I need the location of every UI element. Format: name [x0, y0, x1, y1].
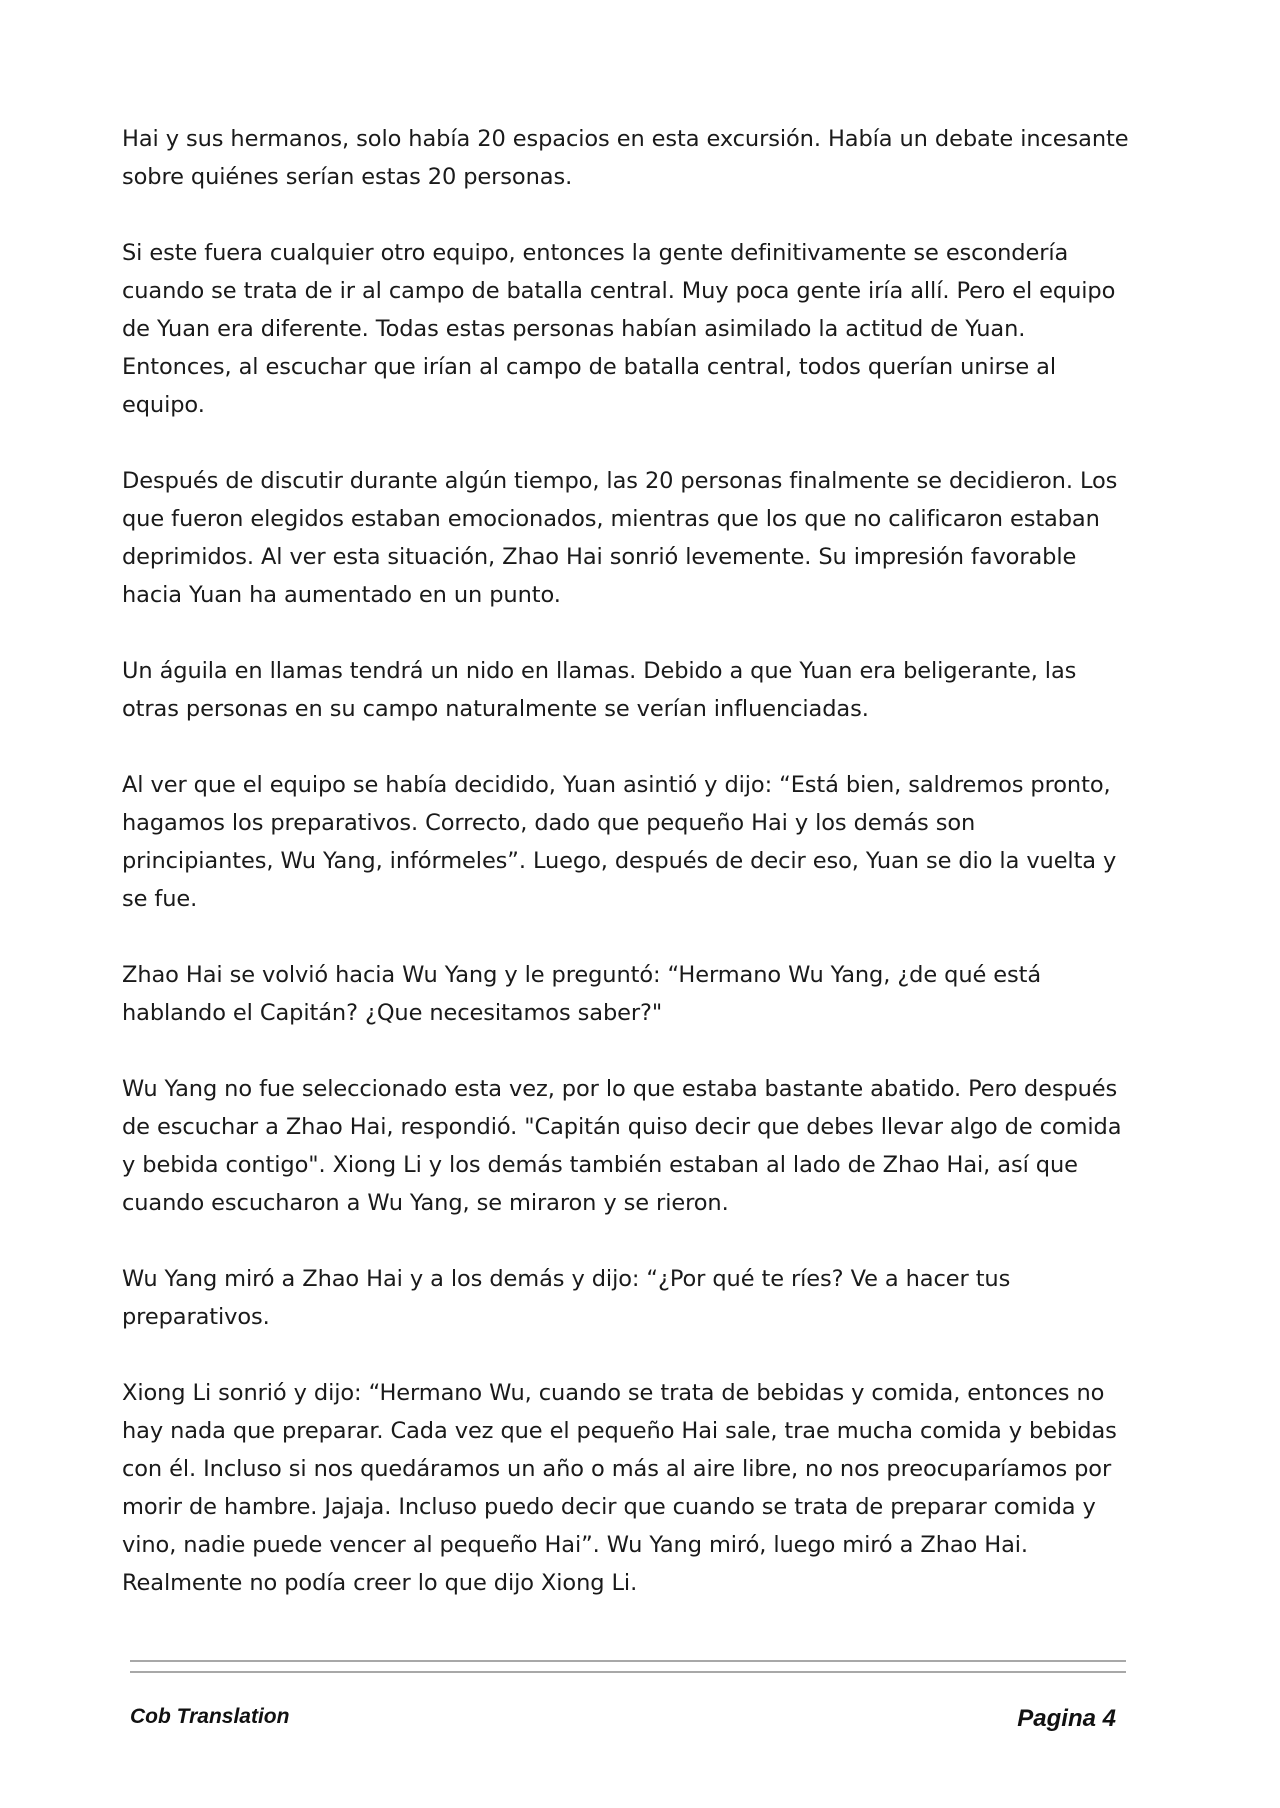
- paragraph: Xiong Li sonrió y dijo: “Hermano Wu, cuando se trata de bebidas y comida, entonces no hay nada que preparar. Cada vez que el pequeño Hai sale, trae mucha comida y bebidas con él. Incluso si nos quedáramos un año o más al aire libre, no nos preocuparíamos por morir de hambre. Jajaja. Incluso puedo decir que cuando se trata de preparar comida y vino, nadie puede vencer al pequeño Hai”. Wu Yang miró, luego miró a Zhao Hai. Realmente no podía creer lo que dijo Xiong Li.: [122, 1380, 1117, 1596]
- footer-translator-credit: Cob Translation: [130, 1705, 290, 1728]
- paragraph: Hai y sus hermanos, solo había 20 espacios en esta excursión. Había un debate incesante sobre quiénes serían estas 20 personas.: [122, 126, 1129, 190]
- footer-divider-top: [130, 1660, 1126, 1662]
- footer-divider-bottom: [130, 1671, 1126, 1673]
- body-text: [122, 120, 1132, 1640]
- footer-page-number: Pagina 4: [1017, 1705, 1116, 1732]
- paragraph: Zhao Hai se volvió hacia Wu Yang y le preguntó: “Hermano Wu Yang, ¿de qué está hablando el Capitán? ¿Que necesitamos saber?": [122, 962, 1042, 1026]
- paragraph: Wu Yang no fue seleccionado esta vez, por lo que estaba bastante abatido. Pero después de escuchar a Zhao Hai, respondió. "Capitán quiso decir que debes llevar algo de comida y bebida contigo". Xiong Li y los demás también estaban al lado de Zhao Hai, así que cuando escucharon a Wu Yang, se miraron y se rieron.: [122, 1076, 1122, 1216]
- paragraph: Wu Yang miró a Zhao Hai y a los demás y dijo: “¿Por qué te ríes? Ve a hacer tus preparativos.: [122, 1266, 1011, 1330]
- paragraph: Un águila en llamas tendrá un nido en llamas. Debido a que Yuan era beligerante, las otras personas en su campo naturalmente se verían influenciadas.: [122, 658, 1077, 722]
- paragraph: Después de discutir durante algún tiempo, las 20 personas finalmente se decidieron. Los que fueron elegidos estaban emocionados, mientras que los que no calificaron estaban deprimidos. Al ver esta situación, Zhao Hai sonrió levemente. Su impresión favorable hacia Yuan ha aumentado en un punto.: [122, 468, 1118, 608]
- paragraph: Al ver que el equipo se había decidido, Yuan asintió y dijo: “Está bien, saldremos pronto, hagamos los preparativos. Correcto, dado que pequeño Hai y los demás son principiantes, Wu Yang, infórmeles”. Luego, después de decir eso, Yuan se dio la vuelta y se fue.: [122, 772, 1117, 912]
- paragraph: Si este fuera cualquier otro equipo, entonces la gente definitivamente se escondería cuando se trata de ir al campo de batalla central. Muy poca gente iría allí. Pero el equipo de Yuan era diferente. Todas estas personas habían asimilado la actitud de Yuan. Entonces, al escuchar que irían al campo de batalla central, todos querían unirse al equipo.: [122, 240, 1116, 418]
